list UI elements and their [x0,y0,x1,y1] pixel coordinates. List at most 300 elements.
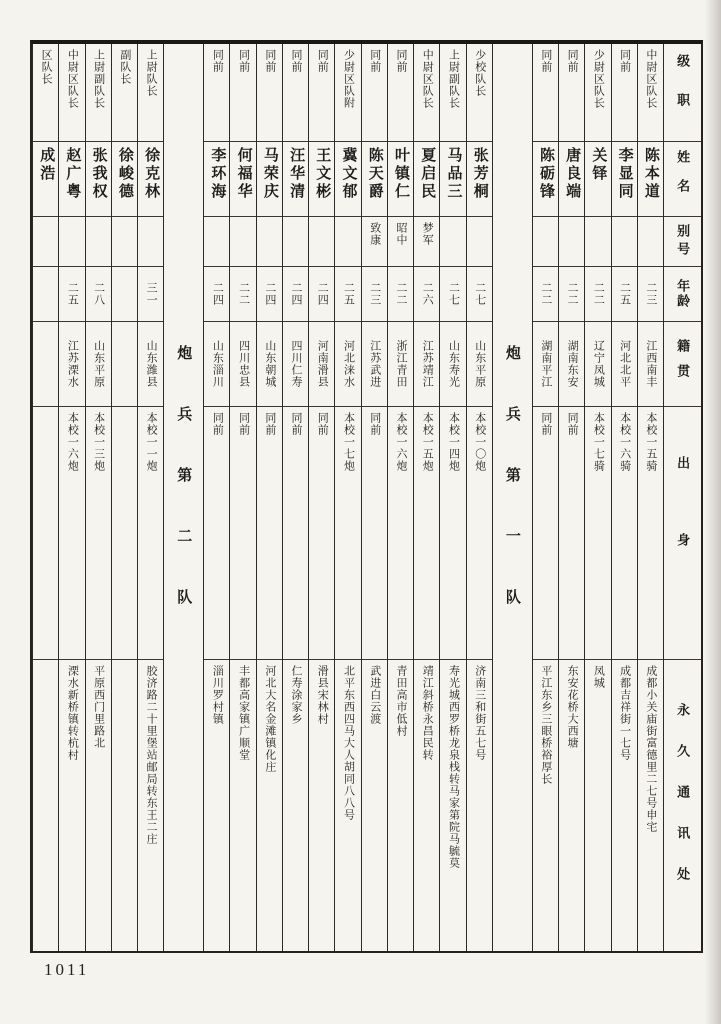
native-place-cell-text: 辽宁凤城 [592,340,605,388]
row-header-name: 姓名 [664,142,701,217]
native-place-cell-text: 河北北平 [618,340,631,388]
age-cell-text: 二五 [342,282,355,306]
age-cell-text: 二六 [421,282,434,306]
name-cell [112,142,137,217]
native-place-cell [257,322,282,407]
rank-cell-text: 中尉区队长 [66,49,79,109]
origin-cell-text: 本校一四炮 [447,412,460,472]
address-cell [230,660,255,951]
person-column [611,44,637,951]
alias-cell [533,217,558,267]
rank-cell [283,44,308,142]
native-place-cell [638,322,663,407]
age-cell-text: 二七 [473,282,486,306]
person-column [58,44,84,951]
rank-cell [585,44,610,142]
age-cell [86,267,111,322]
rank-cell-text: 少尉区队长 [592,49,605,109]
rank-cell [138,44,163,142]
native-place-cell [112,322,137,407]
name-cell-text: 陈天爵 [366,147,383,201]
age-cell [33,267,58,322]
age-cell [533,267,558,322]
origin-cell [559,407,584,660]
alias-cell [59,217,84,267]
row-header-rank: 级职 [664,44,701,142]
native-place-cell [335,322,360,407]
rank-cell [533,44,558,142]
rank-cell-text: 同前 [316,49,329,73]
age-cell-text: 二二 [566,282,579,306]
native-place-cell [86,322,111,407]
rank-cell [335,44,360,142]
native-place-cell [388,322,413,407]
rank-cell [309,44,334,142]
age-cell [638,267,663,322]
age-cell-text: 二五 [66,282,79,306]
person-column [532,44,558,951]
native-place-cell [414,322,439,407]
name-cell [585,142,610,217]
age-cell-text: 二七 [447,282,460,306]
age-cell [467,267,492,322]
origin-cell-text: 同前 [237,412,250,436]
rank-cell-text: 同前 [237,49,250,73]
origin-cell [440,407,465,660]
alias-cell [86,217,111,267]
age-cell [335,267,360,322]
name-cell-text: 陈砺锋 [537,147,554,201]
person-column [361,44,387,951]
alias-cell-text: 致康 [368,222,381,246]
alias-cell-text: 昭中 [394,222,407,246]
person-column [439,44,465,951]
alias-cell-text: 梦军 [421,222,434,246]
native-place-cell-text: 江苏武进 [368,340,381,388]
origin-cell [33,407,58,660]
rank-cell-text: 同前 [263,49,276,73]
origin-cell-text: 同前 [211,412,224,436]
native-place-cell [230,322,255,407]
rank-cell-text: 中尉区队长 [421,49,434,109]
age-cell [283,267,308,322]
name-cell [388,142,413,217]
person-column [137,44,163,951]
rank-cell [112,44,137,142]
rank-cell-text: 副队长 [118,49,131,85]
address-cell-text: 东安花桥大西塘 [566,665,579,749]
rank-cell-text: 少校队长 [473,49,486,97]
age-cell-text: 二五 [618,282,631,306]
age-cell-text: 三一 [145,282,158,306]
origin-cell [86,407,111,660]
name-cell [362,142,387,217]
address-cell-text: 胶济路二十里堡站邮局转东王二庄 [145,665,158,845]
alias-cell [638,217,663,267]
native-place-cell-text: 河南滑县 [316,340,329,388]
name-cell [559,142,584,217]
address-cell-text: 成都小关庙街富德里二七号申宅 [644,665,657,833]
origin-cell [138,407,163,660]
native-place-cell [59,322,84,407]
alias-cell [362,217,387,267]
origin-cell [362,407,387,660]
age-cell-text: 二三 [644,282,657,306]
person-column [466,44,492,951]
rank-cell-text: 少尉区队附 [342,49,355,109]
address-cell [388,660,413,951]
address-cell [414,660,439,951]
page-number: 1011 [44,960,90,979]
address-cell-text: 河北大名金滩镇化庄 [263,665,276,773]
alias-cell [612,217,637,267]
person-column [558,44,584,951]
alias-cell [440,217,465,267]
name-cell-text: 李环海 [209,147,226,201]
name-cell [204,142,229,217]
rank-cell [33,44,58,142]
name-cell [309,142,334,217]
alias-cell [283,217,308,267]
name-cell [59,142,84,217]
age-cell-text: 二八 [92,282,105,306]
rank-cell-text: 同前 [368,49,381,73]
person-column [111,44,137,951]
person-column [203,44,229,951]
origin-cell [257,407,282,660]
age-cell [585,267,610,322]
native-place-cell-text: 山东朝城 [263,340,276,388]
address-cell-text: 仁寿涂家乡 [290,665,303,725]
name-cell-text: 关铎 [590,147,607,183]
native-place-cell [283,322,308,407]
rank-cell-text: 上尉副队长 [447,49,460,109]
name-cell-text: 汪华清 [288,147,305,201]
address-cell [585,660,610,951]
origin-cell [638,407,663,660]
alias-cell [112,217,137,267]
origin-cell [612,407,637,660]
name-cell [414,142,439,217]
native-place-cell [33,322,58,407]
rank-cell [440,44,465,142]
address-cell [638,660,663,951]
age-cell [59,267,84,322]
roster-table [30,40,703,953]
name-cell [86,142,111,217]
name-cell [257,142,282,217]
rank-cell-text: 同前 [566,49,579,73]
age-cell [362,267,387,322]
name-cell [283,142,308,217]
origin-cell-text: 本校一一炮 [145,412,158,472]
rank-cell [257,44,282,142]
person-column [387,44,413,951]
rank-cell-text: 同前 [539,49,552,73]
origin-cell-text: 同前 [316,412,329,436]
address-cell [309,660,334,951]
person-column [584,44,610,951]
age-cell [612,267,637,322]
age-cell [414,267,439,322]
age-cell-text: 二二 [237,282,250,306]
rank-cell-text: 同前 [618,49,631,73]
address-cell [559,660,584,951]
address-cell-text: 武进白云渡 [368,665,381,725]
rank-cell-text: 中尉区队长 [644,49,657,109]
address-cell [138,660,163,951]
person-column [308,44,334,951]
age-cell [257,267,282,322]
native-place-cell-text: 山东淄川 [211,340,224,388]
name-cell-text: 成浩 [38,147,55,183]
origin-cell-text: 同前 [566,412,579,436]
row-header-column [663,44,701,951]
address-cell-text: 平原西门里路北 [92,665,105,749]
origin-cell [112,407,137,660]
address-cell [283,660,308,951]
address-cell-text: 滑县宋林村 [316,665,329,725]
alias-cell [467,217,492,267]
alias-cell [257,217,282,267]
address-cell-text: 平江东乡三眼桥裕厚长 [539,665,552,785]
name-cell [612,142,637,217]
name-cell [533,142,558,217]
name-cell-text: 马荣庆 [261,147,278,201]
person-column [282,44,308,951]
native-place-cell-text: 山东寿光 [447,340,460,388]
origin-cell [59,407,84,660]
rank-cell [638,44,663,142]
name-cell-text: 王文彬 [314,147,331,201]
alias-cell [388,217,413,267]
address-cell [533,660,558,951]
native-place-cell-text: 湖南东安 [566,340,579,388]
person-column [637,44,663,951]
name-cell [467,142,492,217]
unit-divider [492,44,532,951]
row-header-age: 年龄 [664,267,701,322]
native-place-cell [204,322,229,407]
native-place-cell [585,322,610,407]
name-cell-text: 叶镇仁 [393,147,409,201]
alias-cell [138,217,163,267]
age-cell-text: 二四 [316,282,329,306]
origin-cell [309,407,334,660]
person-column [32,44,58,951]
rank-cell-text: 同前 [211,49,224,73]
alias-cell [585,217,610,267]
age-cell [559,267,584,322]
origin-cell-text: 同前 [539,412,552,436]
rank-cell-text: 上尉队长 [145,49,158,97]
age-cell [112,267,137,322]
alias-cell [230,217,255,267]
age-cell-text: 二四 [290,282,303,306]
address-cell [86,660,111,951]
address-cell-text: 北平东西四马大人胡同八八号 [342,665,355,821]
alias-cell [33,217,58,267]
row-header-address: 永久通讯处 [675,703,691,908]
name-cell-text: 李显同 [616,147,633,201]
name-cell-text: 夏启民 [419,147,436,201]
rank-cell-text: 上尉副队长 [92,49,105,109]
native-place-cell-text: 四川仁寿 [290,340,303,388]
rank-cell [414,44,439,142]
native-place-cell-text: 浙江青田 [394,340,407,388]
name-cell-text: 陈本道 [642,147,659,201]
age-cell-text: 二四 [211,282,224,306]
native-place-cell [440,322,465,407]
age-cell [309,267,334,322]
address-cell [362,660,387,951]
name-cell-text: 何福华 [235,147,252,201]
alias-cell [414,217,439,267]
name-cell-text: 冀文郁 [340,147,357,201]
person-column [229,44,255,951]
person-column [85,44,111,951]
address-cell [257,660,282,951]
native-place-cell-text: 河北涞水 [342,340,355,388]
rank-cell [559,44,584,142]
person-column [256,44,282,951]
origin-cell-text: 本校一六炮 [394,412,407,472]
rank-cell [388,44,413,142]
rank-cell-text: 同前 [290,49,303,73]
origin-cell [467,407,492,660]
origin-cell [414,407,439,660]
rank-cell [86,44,111,142]
rank-cell [59,44,84,142]
origin-cell-text: 本校一六炮 [66,412,79,472]
native-place-cell-text: 山东潍县 [145,340,158,388]
native-place-cell-text: 湖南平江 [539,340,552,388]
native-place-cell [362,322,387,407]
origin-cell-text: 本校一五炮 [421,412,434,472]
name-cell [33,142,58,217]
unit-divider [163,44,203,951]
name-cell [440,142,465,217]
address-cell-text: 靖江斜桥永昌民转 [421,665,434,761]
origin-cell-text: 同前 [263,412,276,436]
address-cell-text: 寿光城西罗桥龙泉栈转马家第院马毓莫 [447,665,460,869]
rank-cell [230,44,255,142]
rank-cell [362,44,387,142]
address-cell-text: 丰都高家镇广顺堂 [237,665,250,761]
native-place-cell [612,322,637,407]
name-cell-text: 赵广粤 [64,147,81,201]
age-cell [138,267,163,322]
address-cell [33,660,58,951]
name-cell [230,142,255,217]
origin-cell [388,407,413,660]
unit-divider-label: 炮兵第二队 [175,345,192,650]
origin-cell-text: 本校一六骑 [618,412,631,472]
age-cell-text: 二二 [394,282,407,306]
person-column [334,44,360,951]
person-column [413,44,439,951]
age-cell [230,267,255,322]
native-place-cell [309,322,334,407]
age-cell [204,267,229,322]
age-cell-text: 二三 [368,282,381,306]
address-cell [112,660,137,951]
age-cell [388,267,413,322]
address-cell-text: 济南三和街五七号 [473,665,486,761]
native-place-cell [559,322,584,407]
name-cell-text: 唐良端 [564,147,581,201]
origin-cell-text: 本校一七炮 [342,412,355,472]
rank-cell [467,44,492,142]
origin-cell-text: 本校一〇炮 [473,412,486,472]
address-cell [59,660,84,951]
name-cell-text: 马品三 [445,147,462,201]
origin-cell-text: 本校一七骑 [592,412,605,472]
native-place-cell [533,322,558,407]
address-cell-text: 溧水新桥镇转杭村 [66,665,79,761]
address-cell [335,660,360,951]
unit-divider-label: 炮兵第一队 [503,345,520,650]
name-cell-text: 张我权 [90,147,107,201]
row-header-origin: 出身 [664,407,701,660]
name-cell-text: 徐峻德 [116,147,133,201]
native-place-cell-text: 四川忠县 [237,340,250,388]
rank-cell-text: 区队长 [40,49,53,85]
origin-cell [533,407,558,660]
alias-cell [204,217,229,267]
origin-cell [585,407,610,660]
native-place-cell-text: 江苏靖江 [421,340,434,388]
address-cell-text: 青田高市低村 [394,665,407,737]
name-cell [138,142,163,217]
row-header-native-place: 籍贯 [664,322,701,407]
address-cell-text: 淄川罗村镇 [211,665,224,725]
address-cell-text: 凤城 [592,665,605,689]
address-cell [612,660,637,951]
address-cell [204,660,229,951]
origin-cell-text: 同前 [290,412,303,436]
origin-cell-text: 同前 [368,412,381,436]
origin-cell [283,407,308,660]
alias-cell [335,217,360,267]
name-cell [638,142,663,217]
rank-cell [204,44,229,142]
alias-cell [309,217,334,267]
native-place-cell-text: 山东平原 [473,340,486,388]
native-place-cell-text: 山东平原 [92,340,105,388]
address-cell [440,660,465,951]
rank-cell-text: 同前 [394,49,407,73]
origin-cell-text: 本校一三炮 [92,412,105,472]
name-cell-text: 徐克林 [143,147,160,201]
alias-cell [559,217,584,267]
address-cell [467,660,492,951]
native-place-cell [138,322,163,407]
native-place-cell [467,322,492,407]
page-edge-shadow [705,0,721,1024]
address-cell-text: 成都吉祥街一七号 [618,665,631,761]
row-header-alias: 别号 [664,217,701,267]
origin-cell-text: 本校一五骑 [644,412,657,472]
age-cell-text: 二二 [592,282,605,306]
origin-cell [230,407,255,660]
age-cell [440,267,465,322]
name-cell-text: 张芳桐 [471,147,488,201]
origin-cell [204,407,229,660]
name-cell [335,142,360,217]
rank-cell [612,44,637,142]
native-place-cell-text: 江西南丰 [644,340,657,388]
